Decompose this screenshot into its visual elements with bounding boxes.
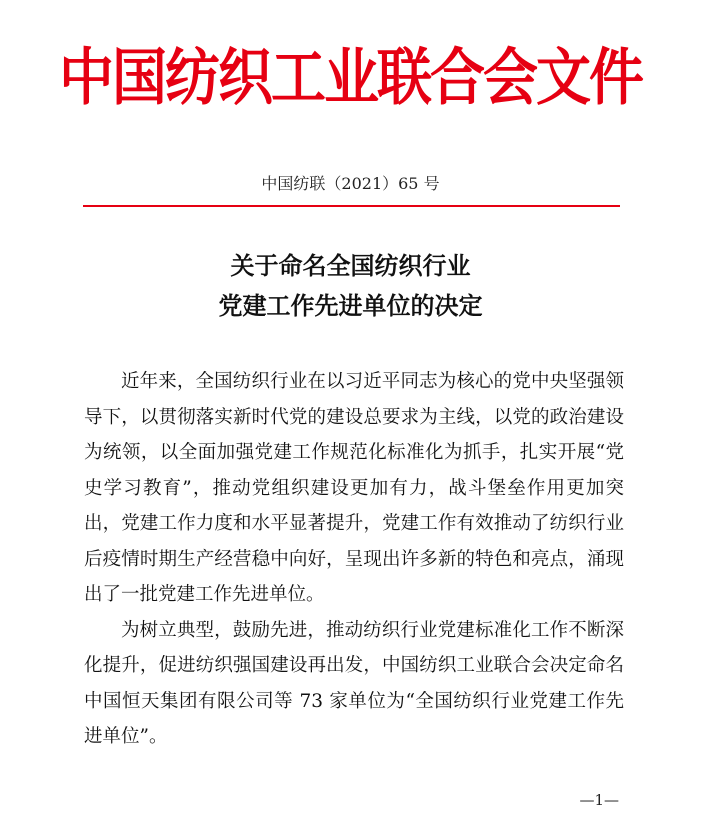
page-number: —1— bbox=[579, 791, 619, 809]
body-paragraph-1: 近年来，全国纺织行业在以习近平同志为核心的党中央坚强领导下，以贯彻落实新时代党的建设总要求为主线，以党的政治建设为统领，以全面加强党建工作规范化标准化为抓手，扎实开展“党史学习教育”，推动党组织建设更加有力，战斗堡垒作用更加突出，党建工作力度和水平显著提升，党建工作有效推动了纺织行业后疫情时期生产经营稳中向好，呈现出许多新的特色和亮点，涌现出了一批党建工作先进单位。 bbox=[84, 371, 624, 605]
red-divider-rule bbox=[83, 205, 620, 207]
document-title-line-2: 党建工作先进单位的决定 bbox=[218, 291, 483, 320]
document-number: 中国纺联（2021）65 号 bbox=[261, 174, 440, 193]
document-body bbox=[84, 364, 624, 755]
document-masthead: 中国纺织工业联合会文件 bbox=[58, 40, 642, 114]
body-paragraph-2: 为树立典型，鼓励先进，推动纺织行业党建标准化工作不断深化提升，促进纺织强国建设再出发，中国纺织工业联合会决定命名中国恒天集团有限公司等 73 家单位为“全国纺织行业党建工作先进单位”。 bbox=[84, 619, 624, 747]
document-title-line-1: 关于命名全国纺织行业 bbox=[230, 251, 471, 280]
